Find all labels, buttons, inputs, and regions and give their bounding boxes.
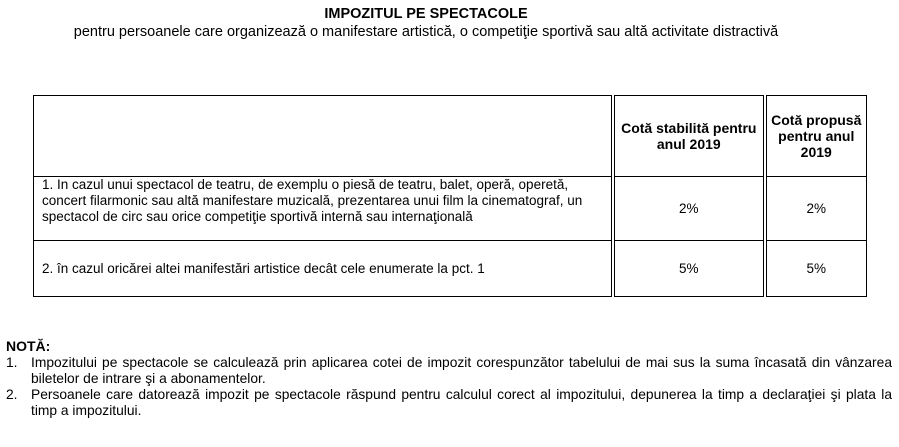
table-row [34, 177, 867, 241]
header-description [34, 96, 614, 177]
header-proposed-rate: Cotă propusă pentru anul 2019 [765, 96, 867, 177]
note-item [6, 387, 892, 418]
note-number: 1. [6, 355, 18, 370]
note-text: Persoanele care datorează impozit pe spectacole răspund pentru calculul corect al impozitului, depunerea la timp a declaraţiei şi plata la timp a impozitului. [31, 387, 892, 418]
note-number: 2. [6, 387, 18, 402]
row-description: 1. In cazul unui spectacol de teatru, de exemplu o piesă de teatru, balet, operă, operetă, concert filarmonic sau altă manifestare muzicală, prezentarea unui film la cinematograf, un spectacol de circ sau orice competiţie sportivă internă sau internaţională [34, 177, 614, 241]
row-proposed-rate: 2% [765, 177, 867, 241]
row-current-rate: 5% [613, 241, 764, 297]
tax-rates-table [33, 95, 867, 297]
note-list [6, 355, 892, 419]
row-proposed-rate: 5% [765, 241, 867, 297]
note-item [6, 355, 892, 386]
document-title: IMPOZITUL PE SPECTACOLE [324, 6, 528, 22]
table-row [34, 241, 867, 297]
note-text: Impozitului pe spectacole se calculează prin aplicarea cotei de impozit corespunzător tabelului de mai sus la suma încasată din vânzarea biletelor de intrare şi a abonamentelor. [31, 355, 892, 386]
note-title: NOTĂ: [6, 338, 51, 354]
header-current-rate: Cotă stabilită pentru anul 2019 [613, 96, 764, 177]
row-description: 2. în cazul oricărei altei manifestări artistice decât cele enumerate la pct. 1 [34, 241, 614, 297]
document-subtitle: pentru persoanele care organizează o manifestare artistică, o competiţie sportivă sau altă activitate distractivă [73, 24, 779, 40]
table-header-row [34, 96, 867, 177]
row-current-rate: 2% [613, 177, 764, 241]
